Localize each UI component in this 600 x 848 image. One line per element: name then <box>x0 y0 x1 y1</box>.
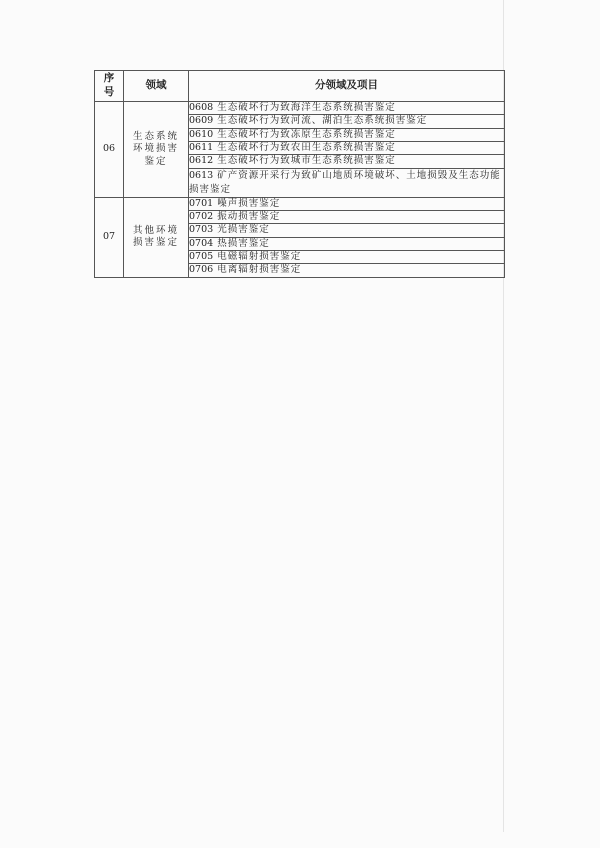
item-code: 0612 <box>189 155 214 167</box>
table-row <box>95 197 505 210</box>
header-number-line1: 序 <box>103 72 115 85</box>
domain-line: 鉴定 <box>144 155 168 167</box>
item-text: 振动损害鉴定 <box>217 211 281 223</box>
item-cell <box>189 224 505 237</box>
domain-line: 生态系统 <box>132 130 179 142</box>
item-cell <box>189 155 505 168</box>
table-row <box>95 102 505 115</box>
item-code: 0613 <box>189 169 214 181</box>
item-text: 生态破坏行为致农田生态系统损害鉴定 <box>217 142 396 154</box>
item-code: 0703 <box>189 224 214 236</box>
header-number <box>95 71 124 102</box>
group-number-07: 07 <box>95 197 124 277</box>
item-code: 0702 <box>189 211 214 223</box>
header-subdomain: 分领域及项目 <box>189 71 505 102</box>
item-text: 矿产资源开采行为致矿山地质环境破坏、土地损毁及生态功能损害鉴定 <box>189 169 501 195</box>
item-cell <box>189 237 505 250</box>
domain-line: 其他环境 <box>132 224 179 236</box>
item-text: 热损害鉴定 <box>217 237 270 249</box>
item-cell <box>189 102 505 115</box>
item-text: 生态破坏行为致城市生态系统损害鉴定 <box>217 155 396 167</box>
item-text: 电磁辐射损害鉴定 <box>217 251 302 263</box>
item-text: 光损害鉴定 <box>217 224 270 236</box>
header-number-line2: 号 <box>103 86 115 98</box>
appraisal-table <box>94 70 505 278</box>
item-code: 0704 <box>189 237 214 249</box>
group-number-06: 06 <box>95 102 124 198</box>
table-header-row <box>95 71 505 102</box>
item-cell <box>189 168 505 197</box>
header-domain: 领域 <box>124 71 189 102</box>
item-code: 0701 <box>189 197 214 209</box>
item-cell <box>189 142 505 155</box>
domain-line: 损害鉴定 <box>132 237 179 249</box>
item-text: 生态破坏行为致河流、湖泊生态系统损害鉴定 <box>217 115 428 127</box>
item-text: 生态破坏行为致海洋生态系统损害鉴定 <box>217 102 396 113</box>
item-code: 0609 <box>189 115 214 127</box>
group-domain-07 <box>124 197 189 277</box>
item-cell <box>189 115 505 128</box>
domain-line: 环境损害 <box>132 143 179 155</box>
item-text: 噪声损害鉴定 <box>217 197 281 209</box>
item-code: 0608 <box>189 102 214 113</box>
item-text: 生态破坏行为致冻原生态系统损害鉴定 <box>217 128 396 140</box>
item-code: 0611 <box>189 142 214 154</box>
item-text: 电离辐射损害鉴定 <box>217 264 302 276</box>
item-code: 0610 <box>189 128 214 140</box>
item-cell <box>189 264 505 277</box>
item-cell <box>189 211 505 224</box>
group-domain-06 <box>124 102 189 198</box>
item-cell <box>189 128 505 141</box>
item-code: 0706 <box>189 264 214 276</box>
item-code: 0705 <box>189 251 214 263</box>
item-cell <box>189 197 505 210</box>
item-cell <box>189 251 505 264</box>
